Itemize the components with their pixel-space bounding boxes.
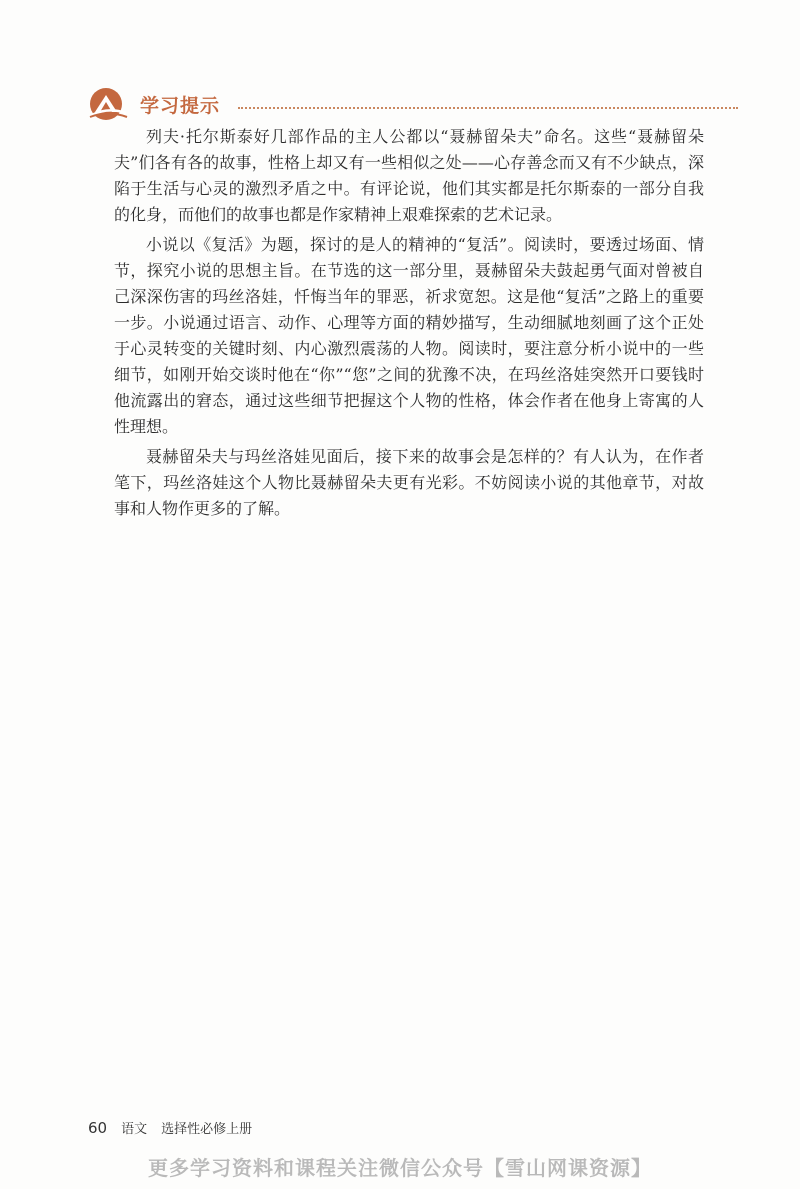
section-header (88, 84, 738, 124)
paragraph-3: 聂赫留朵夫与玛丝洛娃见面后，接下来的故事会是怎样的？有人认为，在作者笔下，玛丝洛娃这个人物比聂赫留朵夫更有光彩。不妨阅读小说的其他章节，对故事和人物作更多的了解。 (114, 447, 704, 518)
watermark-text: 更多学习资料和课程关注微信公众号【雪山网课资源】 (148, 1156, 652, 1180)
paragraph-1: 列夫·托尔斯泰好几部作品的主人公都以“聂赫留朵夫”命名。这些“聂赫留朵夫”们各有各的故事，性格上却又有一些相似之处——心存善念而又有不少缺点，深陷于生活与心灵的激烈矛盾之中。有评论说，他们其实都是托尔斯泰的一部分自我的化身，而他们的故事也都是作家精神上艰难探索的艺术记录。 (114, 127, 704, 224)
paragraph-2: 小说以《复活》为题，探讨的是人的精神的“复活”。阅读时，要透过场面、情节，探究小说的思想主旨。在节选的这一部分里，聂赫留朵夫鼓起勇气面对曾被自己深深伤害的玛丝洛娃，忏悔当年的罪恶，祈求宽恕。这是他“复活”之路上的重要一步。小说通过语言、动作、心理等方面的精妙描写，生动细腻地刻画了这个正处于心灵转变的关键时刻、内心激烈震荡的人物。阅读时，要注意分析小说中的一些细节，如刚开始交谈时他在“你”“您”之间的犹豫不决，在玛丝洛娃突然开口要钱时他流露出的窘态，通过这些细节把握这个人物的性格，体会作者在他身上寄寓的人性理想。 (114, 235, 704, 436)
book-subject: 语文 (121, 1122, 148, 1137)
page-number: 60 (88, 1119, 108, 1137)
section-divider (238, 105, 738, 109)
page-footer (88, 1118, 252, 1137)
section-title: 学习提示 (140, 94, 221, 117)
study-tips-icon (88, 86, 128, 122)
book-volume: 选择性必修上册 (161, 1122, 253, 1137)
study-tips-body (114, 124, 704, 526)
